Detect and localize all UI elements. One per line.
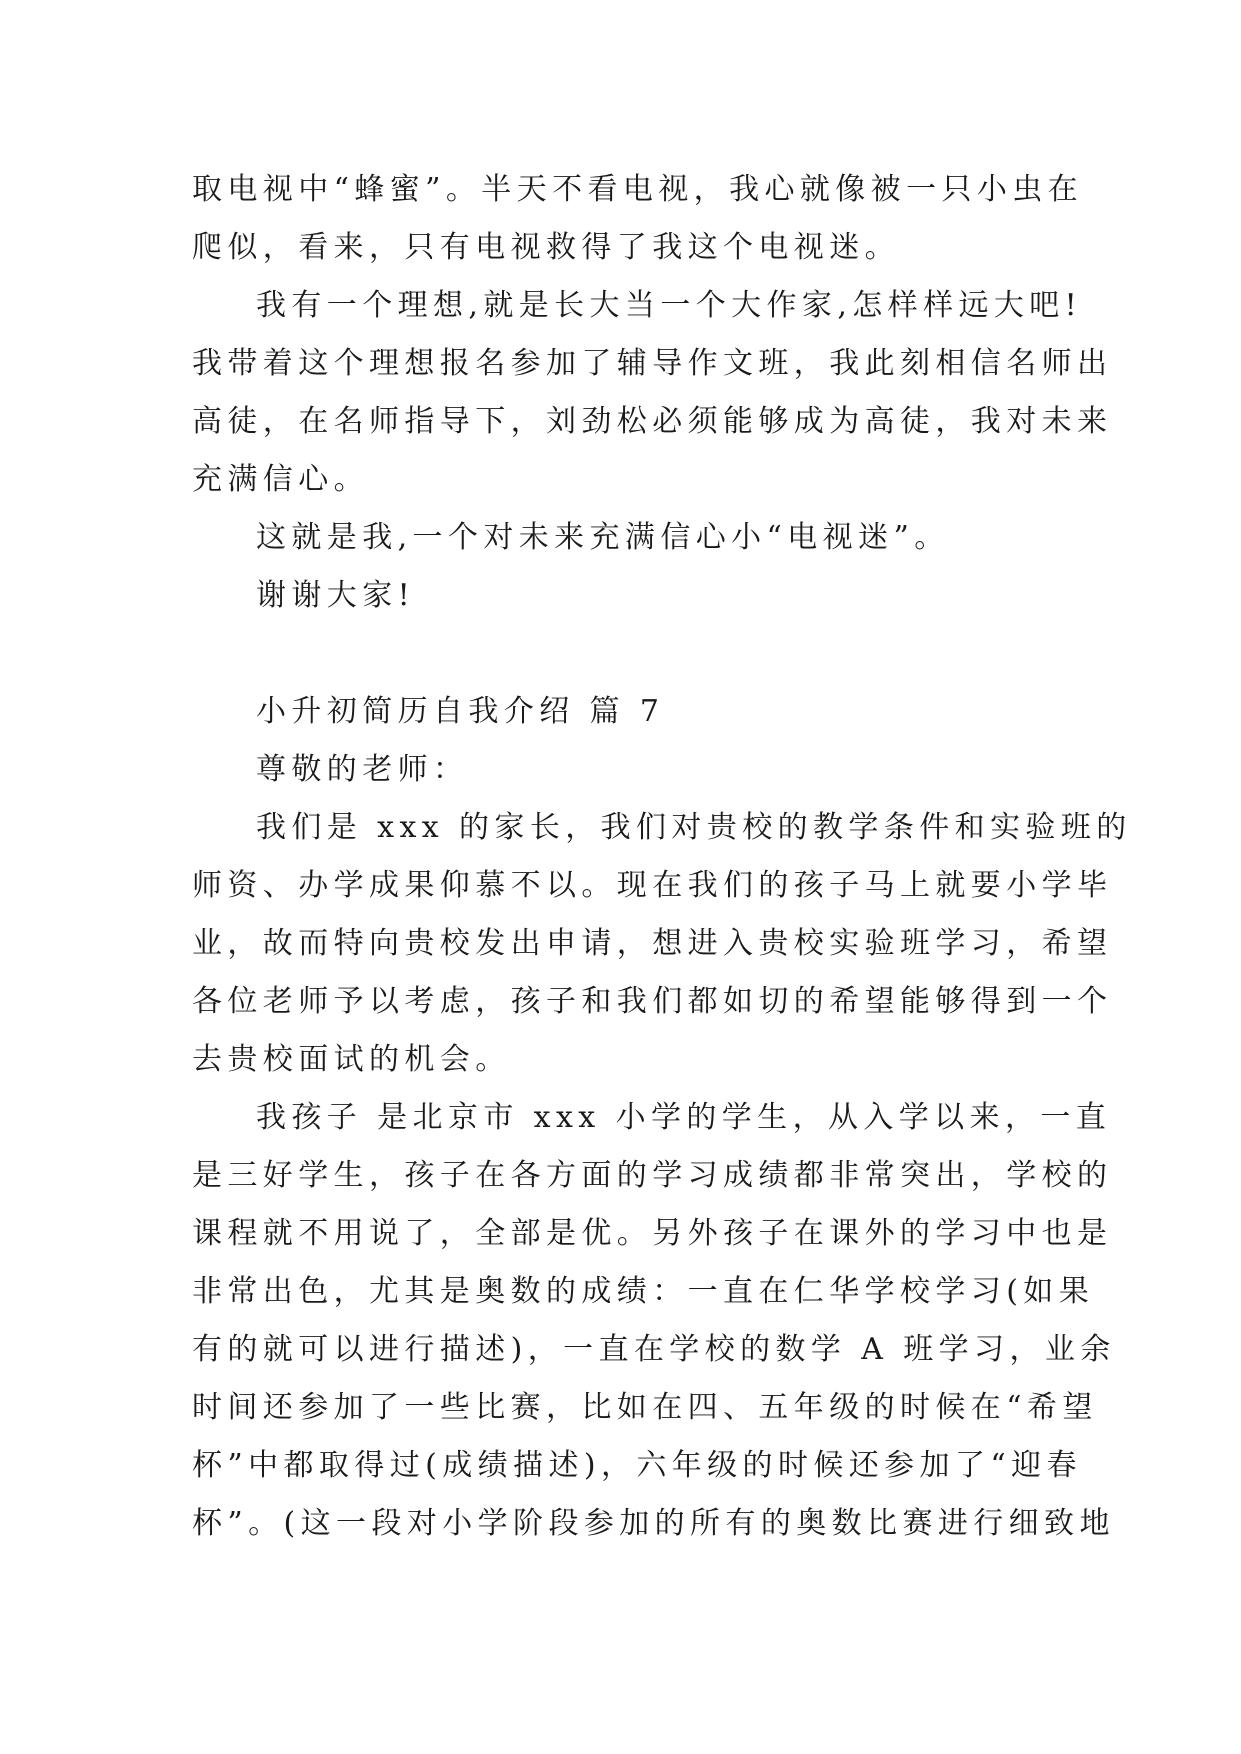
- text-line: 爬似，看来，只有电视救得了我这个电视迷。: [192, 230, 900, 265]
- text-line: 时间还参加了一些比赛，比如在四、五年级的时候在“希望: [192, 1390, 1098, 1425]
- section-heading: 小升初简历自我介绍 篇 7: [256, 694, 665, 729]
- text-line: 取电视中“蜂蜜”。半天不看电视，我心就像被一只小虫在: [192, 172, 1084, 207]
- closing-line: 谢谢大家!: [256, 578, 416, 613]
- text-line: 课程就不用说了，全部是优。另外孩子在课外的学习中也是: [192, 1216, 1113, 1251]
- text-line: 师资、办学成果仰慕不以。现在我们的孩子马上就要小学毕: [192, 868, 1113, 903]
- text-line: 我带着这个理想报名参加了辅导作文班，我此刻相信名师出: [192, 346, 1113, 381]
- text-line: 高徒，在名师指导下，刘劲松必须能够成为高徒，我对未来: [192, 404, 1113, 439]
- paragraph-start-line: 这就是我,一个对未来充满信心小“电视迷”。: [256, 520, 950, 555]
- text-line: 杯”。(这一段对小学阶段参加的所有的奥数比赛进行细致地: [192, 1506, 1115, 1541]
- text-line: 各位老师予以考虑，孩子和我们都如切的希望能够得到一个: [192, 984, 1113, 1019]
- salutation: 尊敬的老师：: [256, 752, 469, 787]
- text-line: 有的就可以进行描述)，一直在学校的数学 A 班学习，业余: [192, 1332, 1116, 1367]
- text-line: 去贵校面试的机会。: [192, 1042, 511, 1077]
- text-line: 非常出色，尤其是奥数的成绩：一直在仁华学校学习(如果: [192, 1274, 1095, 1309]
- text-line: 是三好学生，孩子在各方面的学习成绩都非常突出，学校的: [192, 1158, 1113, 1193]
- text-line: 杯”中都取得过(成绩描述)，六年级的时候还参加了“迎春: [192, 1448, 1082, 1483]
- text-line: 业，故而特向贵校发出申请，想进入贵校实验班学习，希望: [192, 926, 1113, 961]
- text-line: 充满信心。: [192, 462, 369, 497]
- paragraph-start-line: 我有一个理想,就是长大当一个大作家,怎样样远大吧!: [256, 288, 1083, 323]
- paragraph-start-line: 我孩子 是北京市 xxx 小学的学生，从入学以来，一直: [256, 1100, 1112, 1135]
- paragraph-start-line: 我们是 xxx 的家长，我们对贵校的教学条件和实验班的: [256, 810, 1132, 845]
